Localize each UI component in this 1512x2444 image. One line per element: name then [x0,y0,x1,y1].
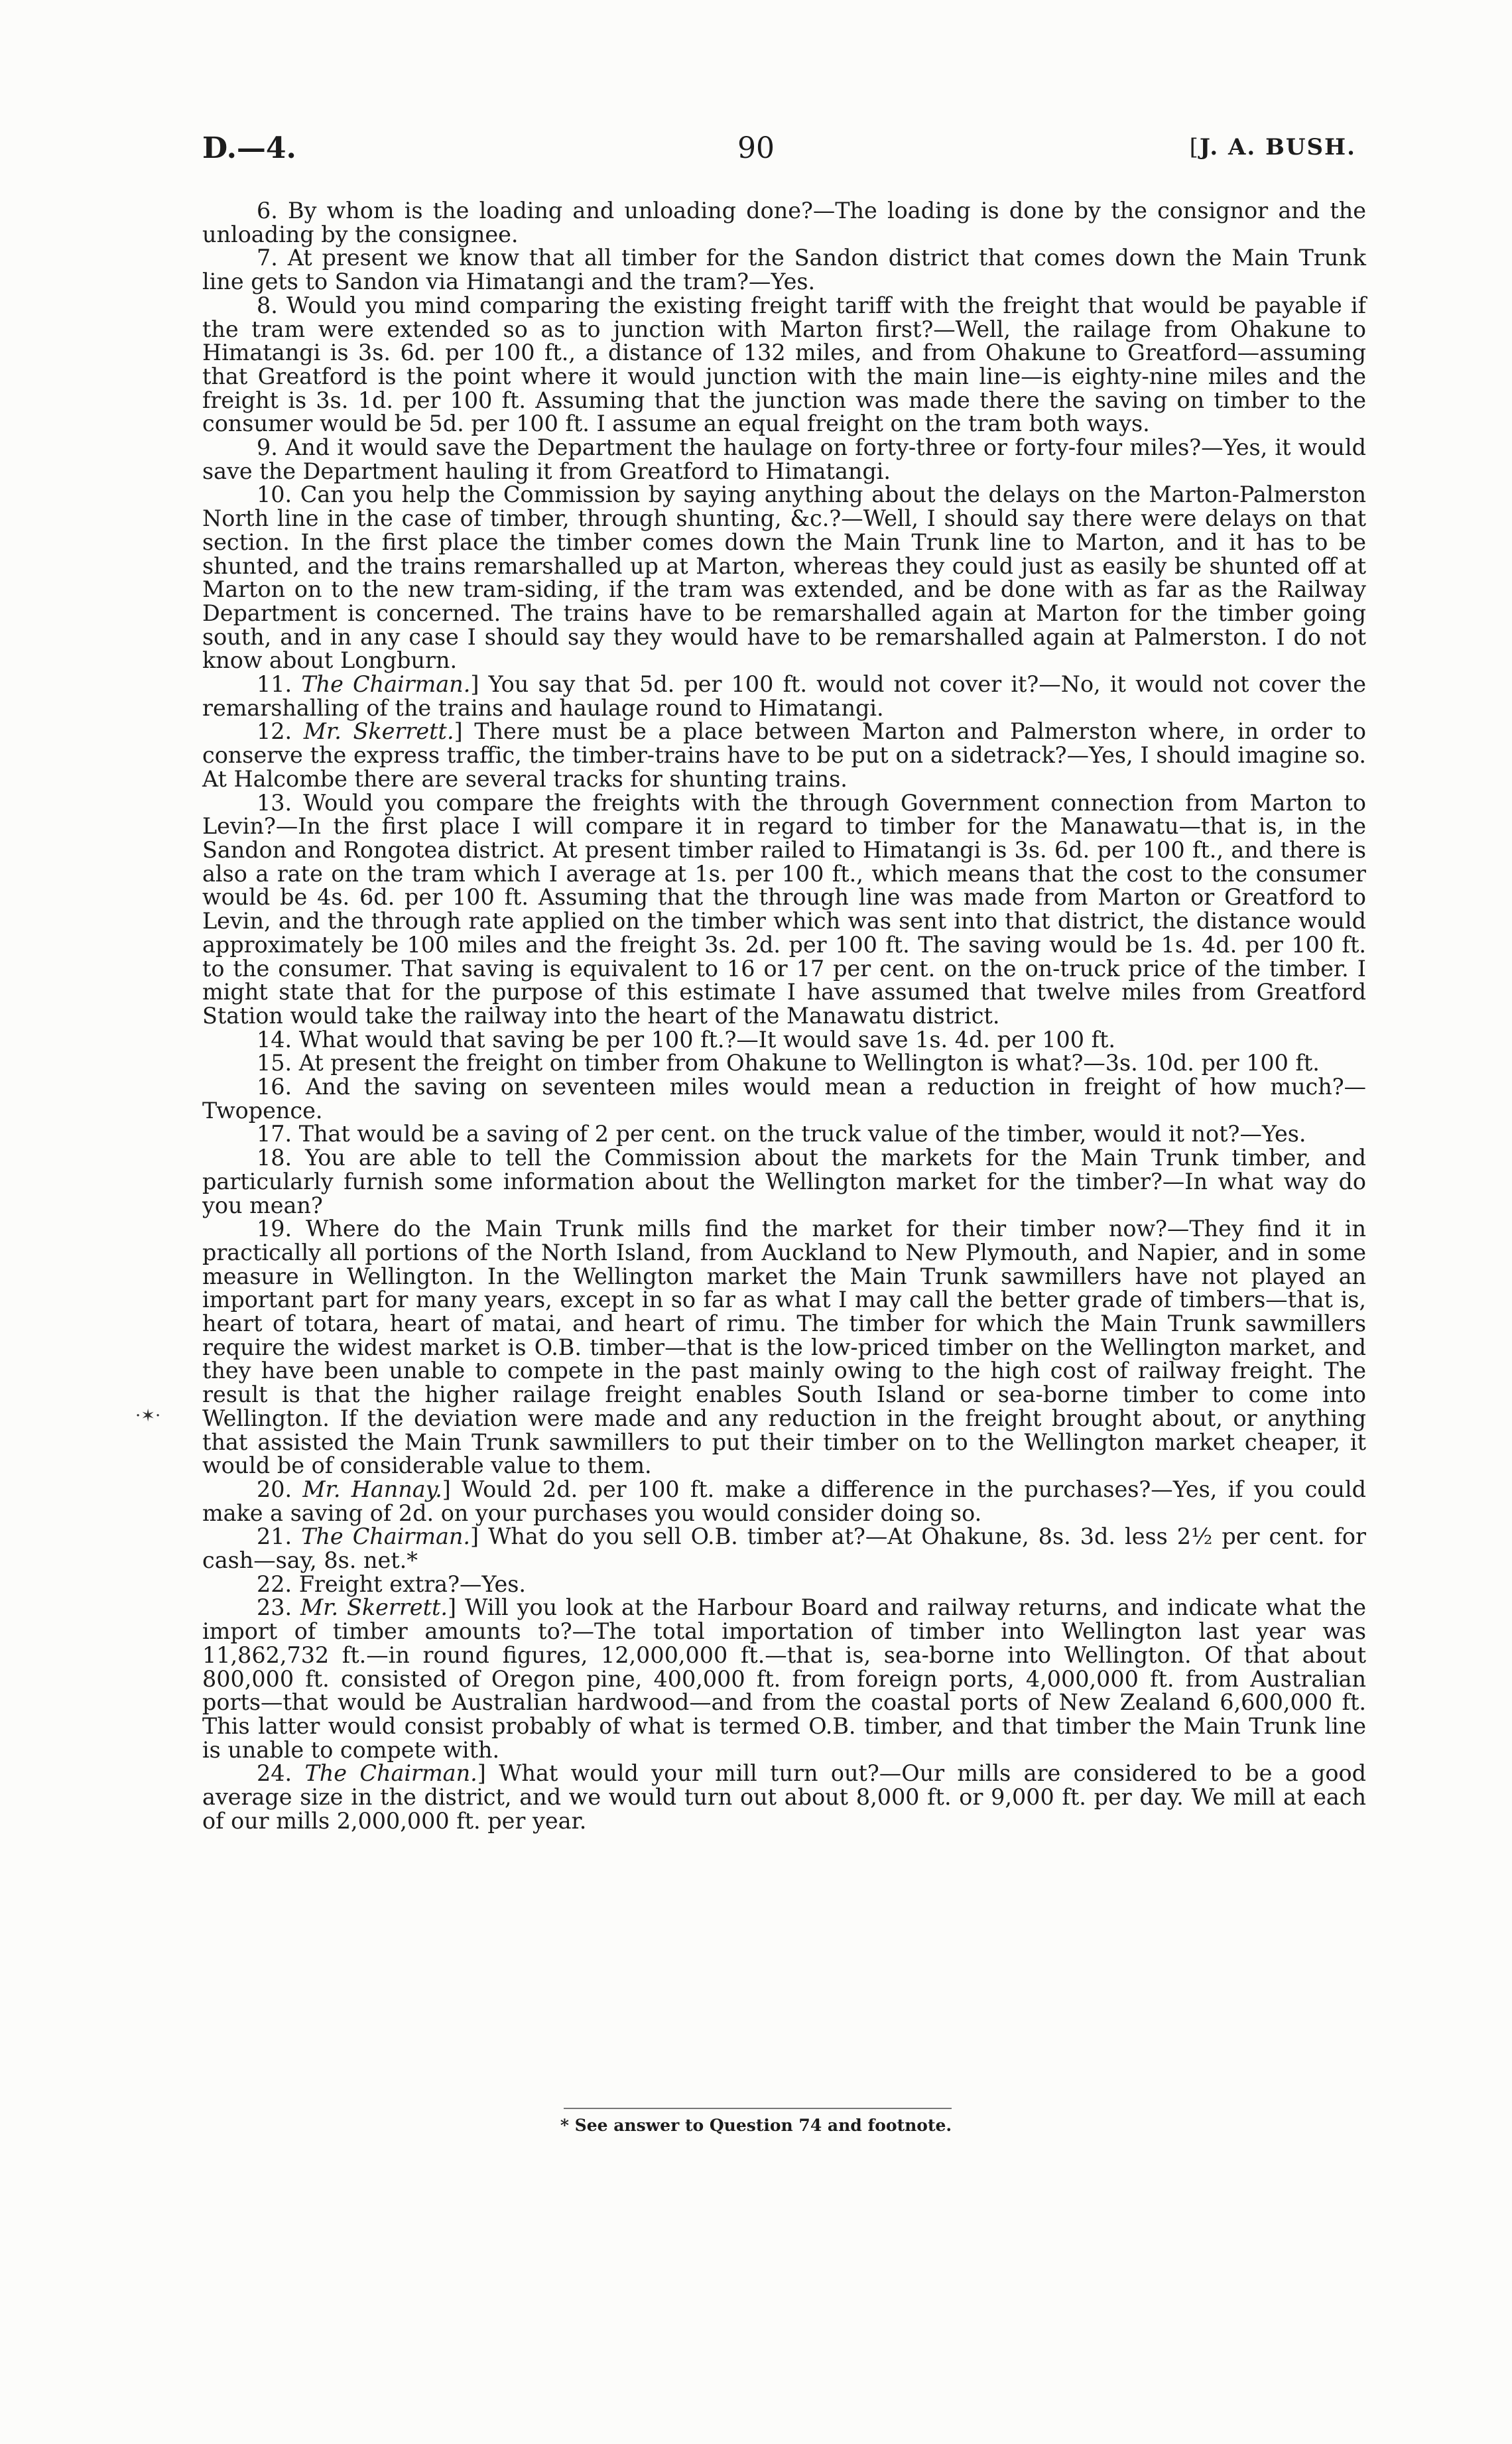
question-prefix: 24. [257,1760,305,1787]
question-paragraph [202,1028,1366,1052]
footnote-rule [564,2108,952,2109]
witness-name-text: J. A. BUSH. [1199,134,1356,161]
question-paragraph [202,1525,1366,1572]
question-text: 13. Would you compare the freights with the through Government connection from Marton to Levin?—In the first place I will compare it in regard to timber for the Manawatu—that is, in the Sandon and Rongotea district. At present timber railed to Himatangi is 3s. 6d. per 100 ft., and there is also a rate on the tram which I average at 1s. per 100 ft., which means that the cost to the consumer would be 4s. 6d. per 100 ft. Assuming that the through line was made from Marton or Greatford to Levin, and the through rate applied on the timber which was sent into that district, the distance would approximately be 100 miles and the freight 3s. 2d. per 100 ft. The saving would be 1s. 4d. per 100 ft. to the consumer. That saving is equivalent to 16 or 17 per cent. on the on-truck price of the timber. I might state that for the purpose of this estimate I have assumed that twelve miles from Greatford Station would take the railway into the heart of the Manawatu district. [202,789,1366,1029]
speaker-name: The Chairman. [301,1523,471,1550]
question-text: 17. That would be a saving of 2 per cent. on the truck value of the timber, would it not?—Yes. [257,1121,1306,1147]
question-text: 18. You are able to tell the Commission about the markets for the Main Trunk timber, and particularly furnish some information about the Wellington market for the timber?—In what way do you mean? [202,1145,1366,1218]
question-paragraph [202,294,1366,436]
witness-bracket: [ [1189,134,1200,161]
question-prefix: 12. [257,718,304,745]
question-text: 19. Where do the Main Trunk mills find the market for their timber now?—They find it in practically all portions of the North Island, from Auckland to New Plymouth, and Napier, and in some measure in Wellington. In the Wellington market the Main Trunk sawmillers have not played an important part for many years, except in so far as what I may call the better grade of timbers—that is, heart of totara, heart of matai, and heart of rimu. The timber for which the Main Trunk sawmillers require the widest market is O.B. timber—that is the low-priced timber on the Wellington market, and they have been unable to compete in the past mainly owing to the high cost of railway freight. The result is that the higher railage freight enables South Island or sea-borne timber to come into Wellington. If the deviation were made and any reduction in the freight brought about, or anything that assisted the Main Trunk sawmillers to put their timber on to the Wellington market cheaper, it would be of considerable value to them. [202,1216,1366,1479]
question-paragraph [202,436,1366,483]
question-text: 10. Can you help the Commission by saying anything about the delays on the Marton-Palmerston North line in the case of timber, through shunting, &c.?—Well, I should say there were delays on that section. In the first place the timber comes down the Main Trunk line to Marton, and it has to be shunted, and the trains remarshalled up at Marton, whereas they could just as easily be shunted off at Marton on to the new tram-siding, if the tram was extended, and be done with as far as the Railway Department is concerned. The trains have to be remarshalled again at Marton for the timber going south, and in any case I should say they would have to be remarshalled again at Palmerston. I do not know about Longburn. [202,482,1366,674]
question-paragraph [202,246,1366,293]
question-text: 15. At present the freight on timber from Ohakune to Wellington is what?—3s. 10d. per 100 ft. [257,1050,1320,1076]
speaker-name: The Chairman. [301,671,471,698]
question-paragraph [202,483,1366,673]
question-paragraph [202,1146,1366,1217]
question-text: ] There must be a place between Marton and Palmerston where, in order to conserve the express traffic, the timber-trains have to be put on a sidetrack?—Yes, I should imagine so. At Halcombe there are several tracks for shunting trains. [202,718,1366,792]
question-text: 16. And the saving on seventeen miles would mean a reduction in freight of how much?—Twopence. [202,1074,1366,1124]
question-text: ] What would your mill turn out?—Our mills are considered to be a good average size in the district, and we would turn out about 8,000 ft. or 9,000 ft. per day. We mill at each of our mills 2,000,000 ft. per year. [202,1760,1366,1834]
question-paragraph [202,791,1366,1028]
question-text: ] What do you sell O.B. timber at?—At Ohakune, 8s. 3d. less 2½ per cent. for cash—say, 8s. net.* [202,1523,1366,1574]
question-paragraph [202,673,1366,720]
footnote: * See answer to Question 74 and footnote. [560,2116,952,2135]
question-text: ] You say that 5d. per 100 ft. would not cover it?—No, it would not cover the remarshalling of the trains and haulage round to Himatangi. [202,671,1366,721]
question-paragraph [202,1051,1366,1075]
question-paragraph [202,1478,1366,1525]
question-text: 9. And it would save the Department the haulage on forty-three or forty-four miles?—Yes, it would save the Department hauling it from Greatford to Himatangi. [202,434,1366,484]
question-paragraph [202,1573,1366,1596]
question-text: 14. What would that saving be per 100 ft.?—It would save 1s. 4d. per 100 ft. [257,1026,1116,1053]
question-text: ] Would 2d. per 100 ft. make a difference in the purchases?—Yes, if you could make a saving of 2d. on your purchases you would consider doing so. [202,1476,1367,1526]
question-text: 22. Freight extra?—Yes. [257,1571,527,1597]
evidence-body [202,199,1366,1833]
question-paragraph [202,1075,1366,1122]
question-paragraph [202,1762,1366,1833]
speaker-name: Mr. Skerrett. [303,718,454,745]
question-text: 7. At present we know that all timber for the Sandon district that comes down the Main Trunk line gets to Sandon via Himatangi and the tram?—Yes. [202,245,1366,295]
question-prefix: 20. [257,1476,303,1502]
question-paragraph [202,1596,1366,1762]
speaker-name: The Chairman. [304,1760,477,1787]
question-text: 6. By whom is the loading and unloading done?—The loading is done by the consignor and the unloading by the consignee. [202,198,1366,247]
witness-name [1190,134,1356,161]
stray-mark: ·✶· [135,1406,161,1426]
question-prefix: 21. [257,1523,302,1550]
question-paragraph [202,199,1366,246]
question-paragraph [202,1217,1366,1478]
document-reference: D.—4. [202,131,296,165]
question-paragraph [202,720,1366,791]
speaker-name: Mr. Skerrett. [300,1594,448,1621]
page-number: 90 [737,131,775,165]
question-paragraph [202,1122,1366,1146]
question-text: ] Will you look at the Harbour Board and railway returns, and indicate what the import of timber amounts to?—The total importation of timber into Wellington last year was 11,862,732 ft.—in round figures, 12,000,000 ft.—that is, sea-borne into Wellington. Of that about 800,000 ft. consisted of Oregon pine, 400,000 ft. from foreign ports, 4,000,000 ft. from Australian ports—that would be Australian hardwood—and from the coastal ports of New Zealand 6,600,000 ft. This latter would consist probably of what is termed O.B. timber, and that timber the Main Trunk line is unable to compete with. [202,1594,1367,1763]
question-prefix: 11. [257,671,302,698]
page-header [0,131,1512,178]
question-prefix: 23. [257,1594,301,1621]
question-text: 8. Would you mind comparing the existing freight tariff with the freight that would be payable if the tram were extended so as to junction with Marton first?—Well, the railage from Ohakune to Himatangi is 3s. 6d. per 100 ft., a distance of 132 miles, and from Ohakune to Greatford—assuming that Greatford is the point where it would junction with the main line—is eighty-nine miles and the freight is 3s. 1d. per 100 ft. Assuming that the junction was made there the saving on timber to the consumer would be 5d. per 100 ft. I assume an equal freight on the tram both ways. [202,292,1366,437]
speaker-name: Mr. Hannay. [302,1476,442,1502]
